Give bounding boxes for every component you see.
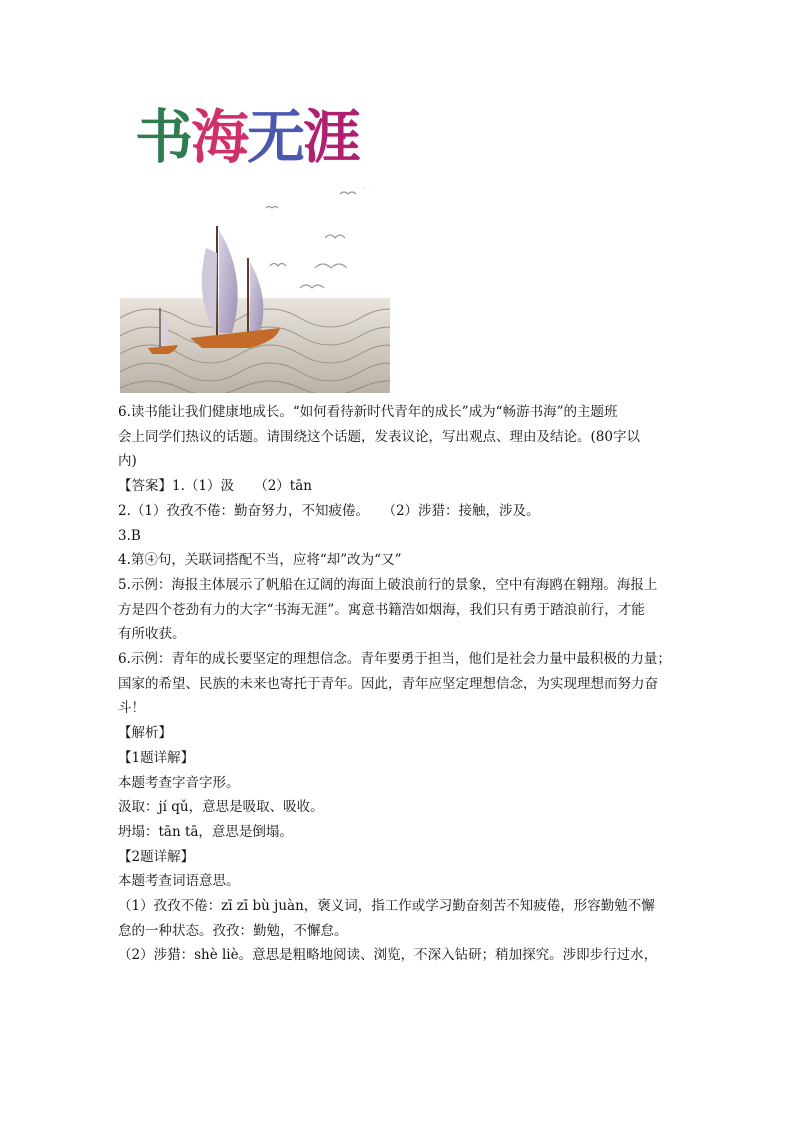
poster-title-char: 海 (191, 103, 248, 171)
text-line: 有所收获。 (118, 626, 186, 643)
poster-title-char: 涯 (303, 103, 360, 171)
sailboat-illustration (120, 188, 390, 393)
poster-image (120, 98, 390, 393)
text-line: 3.B (118, 527, 141, 544)
text-line: 6.读书能让我们健康地成长。“如何看待新时代青年的成长”成为“畅游书海”的主题班 (118, 404, 618, 420)
seagull-icons (266, 188, 369, 288)
text-line: 【2题详解】 (118, 848, 195, 865)
text-line: （2）涉猎：shè liè。意思是粗略地阅读、浏览，不深入钻研；稍加探究。涉即步行过水， (118, 947, 658, 964)
text-line: 内) (118, 453, 137, 470)
text-line: 会上同学们热议的话题。请围绕这个话题，发表议论，写出观点、理由及结论。(80字以 (118, 428, 640, 445)
text-line: （1）孜孜不倦：zī zī bù juàn，褒义词，指工作或学习勤奋刻苦不知疲倦，形容勤勉不懈 (118, 898, 655, 915)
text-line: 4.第④句，关联词搭配不当，应将“却”改为“又” (118, 552, 402, 569)
text-line: 【解析】 (118, 725, 172, 742)
text-line: 5.示例：海报主体展示了帆船在辽阔的海面上破浪前行的景象，空中有海鸥在翱翔。海报上 (118, 576, 658, 593)
text-line: 本题考查字音字形。 (118, 774, 240, 791)
text-line: 方是四个苍劲有力的大字“书海无涯”。寓意书籍浩如烟海，我们只有勇于踏浪前行，才能 (118, 601, 645, 618)
answer-text (118, 400, 678, 968)
text-line: 2.（1）孜孜不倦：勤奋努力，不知疲倦。 （2）涉猎：接触，涉及。 (118, 502, 540, 519)
text-line: 国家的希望、民族的未来也寄托于青年。因此，青年应坚定理想信念，为实现理想而努力奋 (118, 675, 658, 692)
text-line: 怠的一种状态。孜孜：勤勉，不懈怠。 (118, 922, 348, 939)
poster-title-char: 书 (135, 103, 192, 171)
text-line: 本题考查词语意思。 (118, 873, 240, 890)
text-line: 【答案】1.（1）汲 （2）tān (118, 478, 312, 495)
text-line: 【1题详解】 (118, 749, 195, 766)
poster-title (135, 102, 359, 172)
text-line: 汲取：jí qǔ，意思是吸取、吸收。 (118, 799, 324, 816)
text-line: 坍塌：tān tā，意思是倒塌。 (118, 823, 293, 840)
text-line: 6.示例：青年的成长要坚定的理想信念。青年要勇于担当，他们是社会力量中最积极的力量； (118, 651, 671, 668)
text-line: 斗！ (118, 700, 145, 717)
poster-title-char: 无 (247, 103, 304, 171)
